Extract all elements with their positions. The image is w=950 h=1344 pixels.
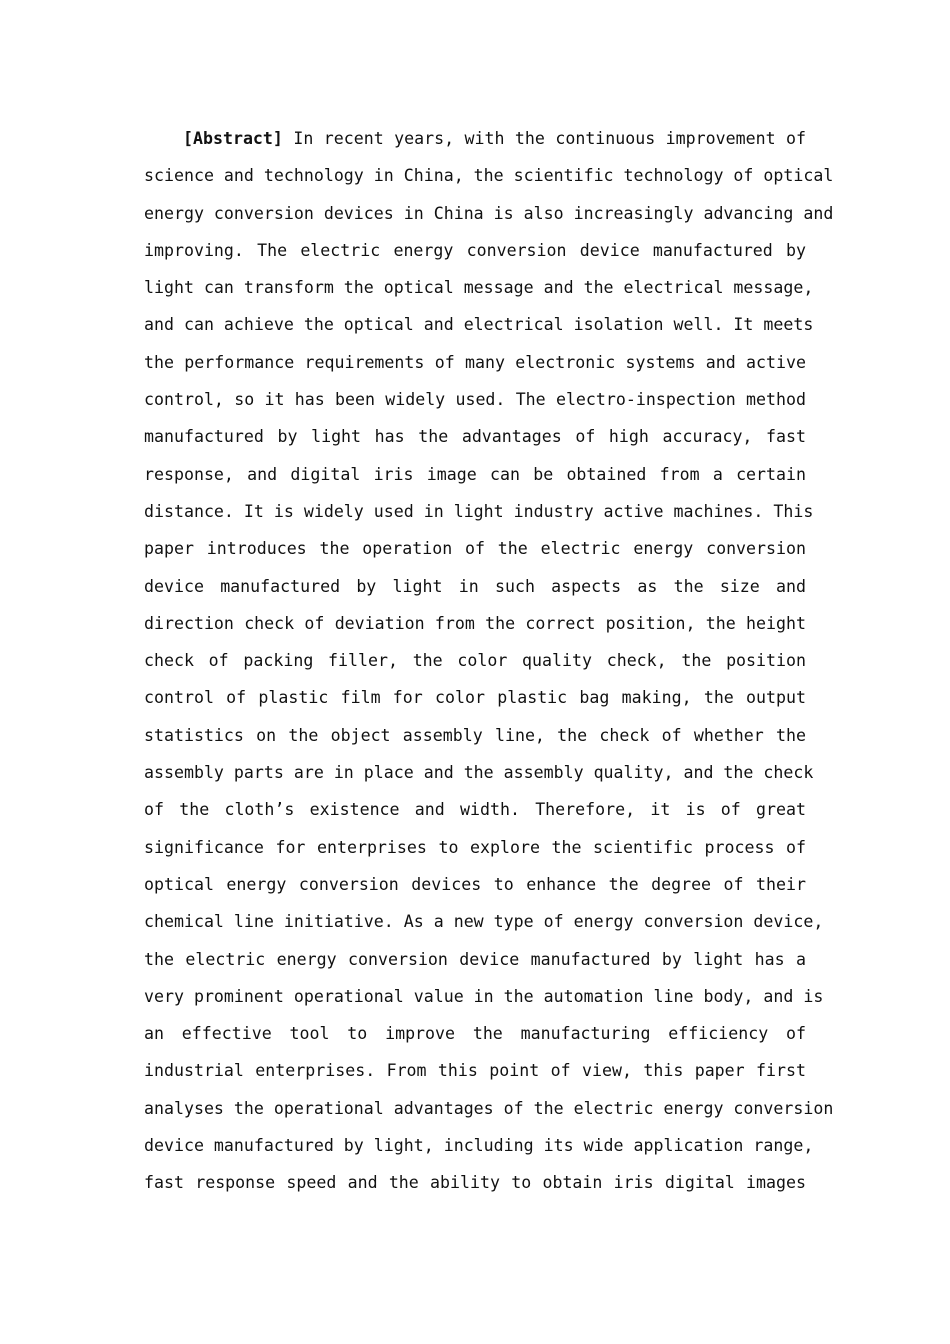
abstract-line: device manufactured by light in such aspects as the size and (144, 576, 806, 596)
abstract-line: optical energy conversion devices to enhance the degree of their (144, 874, 806, 894)
abstract-line: distance. It is widely used in light industry active machines. This (144, 501, 814, 521)
abstract-line: response, and digital iris image can be obtained from a certain (144, 464, 806, 484)
abstract-line: the electric energy conversion device manufactured by light has a (144, 949, 806, 969)
abstract-heading: [Abstract] (183, 129, 283, 148)
abstract-line: assembly parts are in place and the assembly quality, and the check (144, 763, 814, 783)
abstract-paragraph (144, 120, 834, 1202)
abstract-line: very prominent operational value in the automation line body, and is (144, 986, 824, 1006)
abstract-line: improving. The electric energy conversion device manufactured by (144, 240, 806, 260)
abstract-line-1 (144, 120, 806, 157)
abstract-line: an effective tool to improve the manufacturing efficiency of (144, 1024, 806, 1044)
abstract-line: energy conversion devices in China is also increasingly advancing and (144, 203, 834, 223)
abstract-line: of the cloth’s existence and width. Therefore, it is of great (144, 800, 806, 820)
abstract-line: statistics on the object assembly line, the check of whether the (144, 725, 806, 745)
abstract-line: check of packing filler, the color quality check, the position (144, 651, 806, 671)
abstract-line: direction check of deviation from the correct position, the height (144, 613, 806, 633)
abstract-line: and can achieve the optical and electrical isolation well. It meets (144, 315, 814, 335)
abstract-line: analyses the operational advantages of the electric energy conversion (144, 1098, 834, 1118)
abstract-line: the performance requirements of many electronic systems and active (144, 352, 806, 372)
abstract-line: fast response speed and the ability to obtain iris digital images (144, 1173, 806, 1193)
abstract-line: significance for enterprises to explore the scientific process of (144, 837, 806, 857)
abstract-line: manufactured by light has the advantages of high accuracy, fast (144, 427, 806, 447)
abstract-line: science and technology in China, the scientific technology of optical (144, 166, 834, 186)
abstract-line: light can transform the optical message and the electrical message, (144, 278, 814, 298)
abstract-line: paper introduces the operation of the electric energy conversion (144, 539, 806, 559)
abstract-line: control of plastic film for color plastic bag making, the output (144, 688, 806, 708)
abstract-line-text: In recent years, with the continuous improvement of (293, 129, 806, 148)
abstract-line: chemical line initiative. As a new type of energy conversion device, (144, 912, 824, 932)
abstract-line: industrial enterprises. From this point of view, this paper first (144, 1061, 806, 1081)
abstract-line: control, so it has been widely used. The electro-inspection method (144, 390, 806, 410)
abstract-line: device manufactured by light, including its wide application range, (144, 1136, 814, 1156)
